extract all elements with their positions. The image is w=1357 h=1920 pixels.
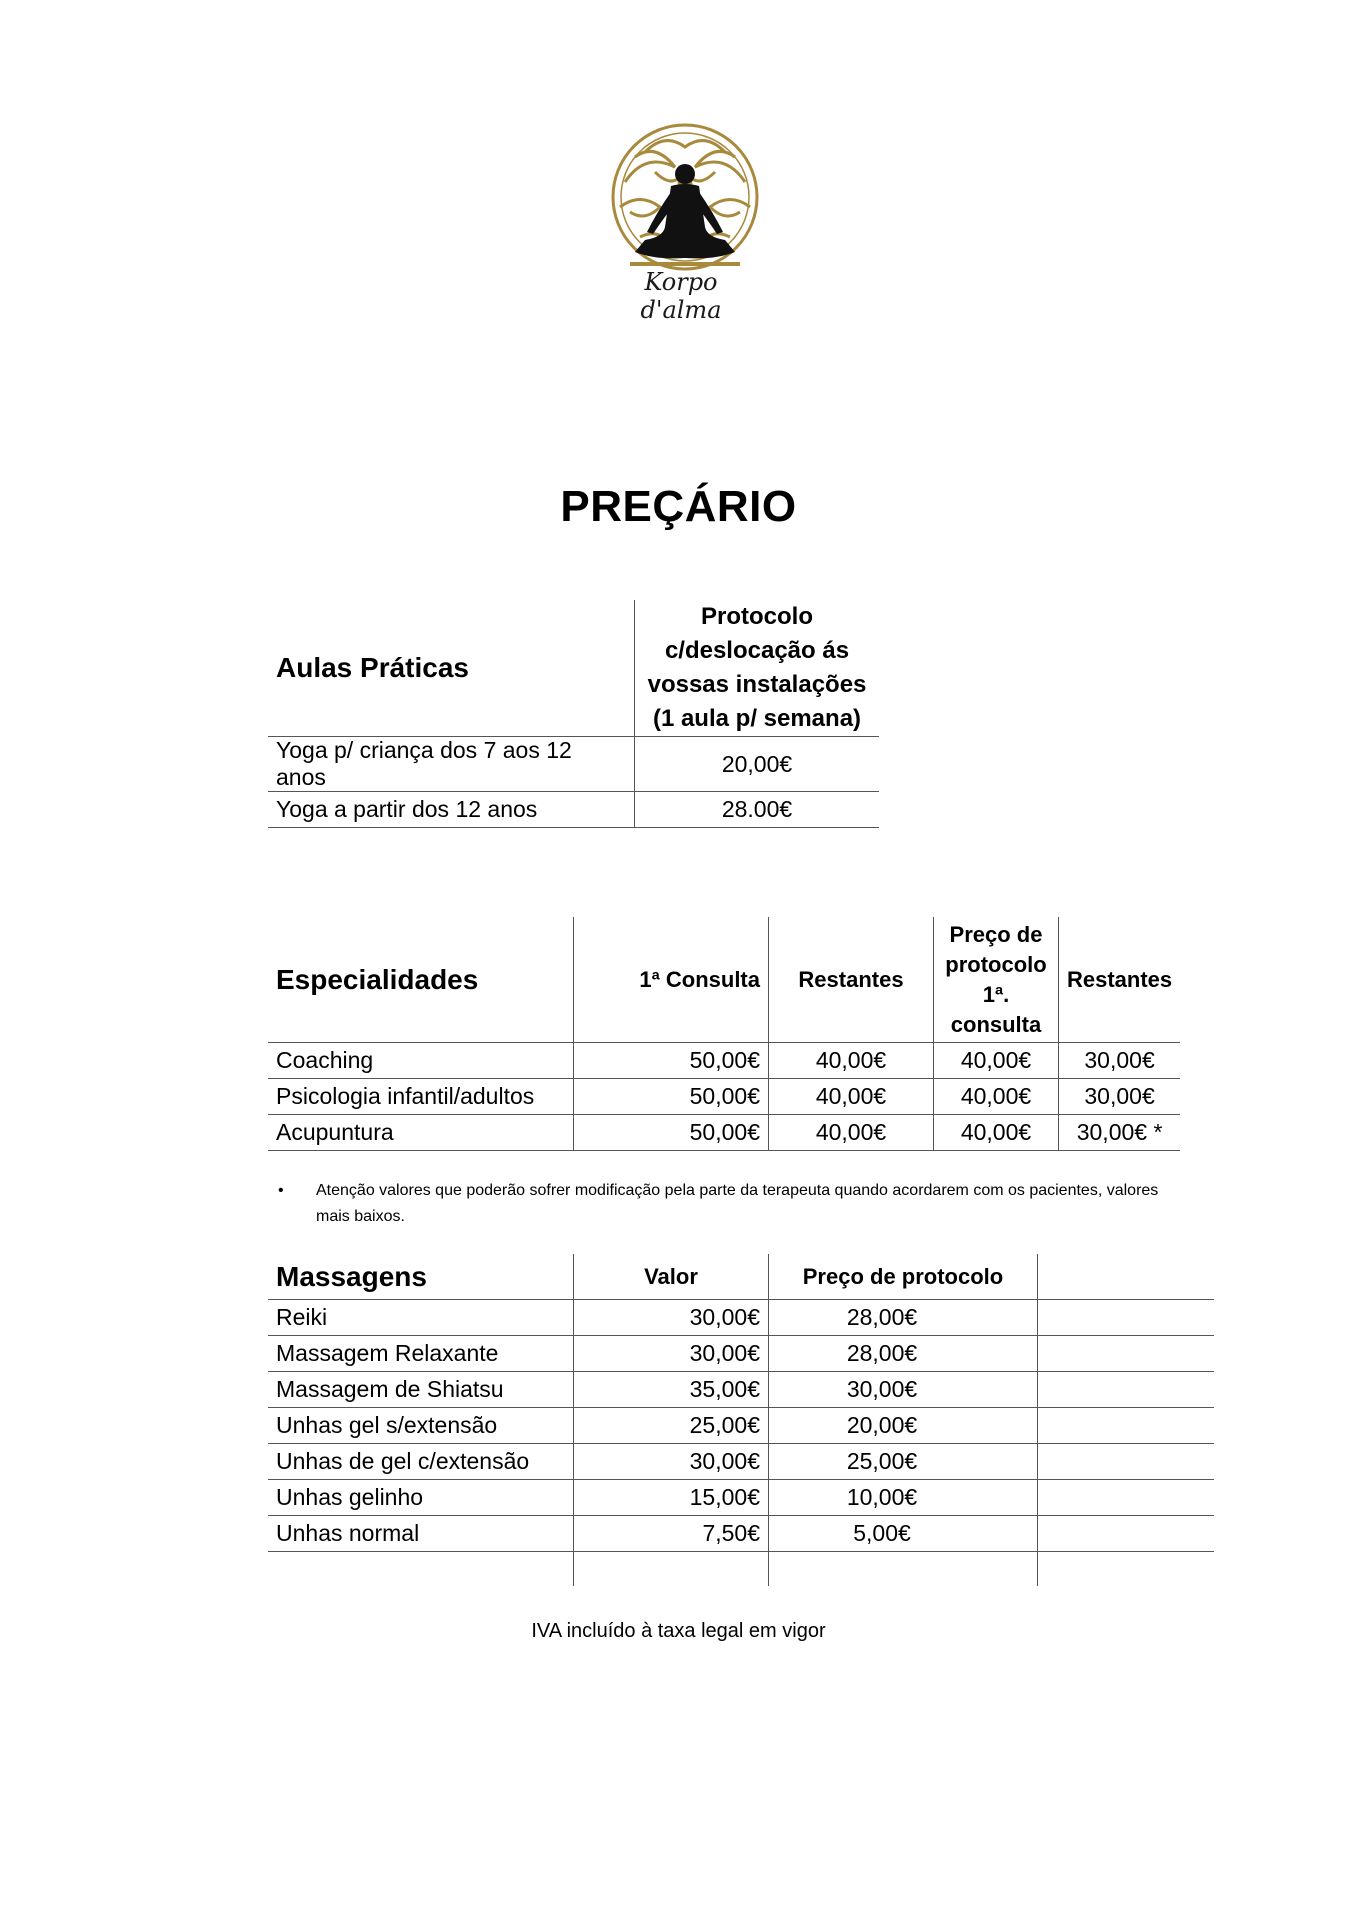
table-row: [268, 1444, 1214, 1480]
empty-cell: [1038, 1408, 1215, 1444]
aulas-col-header: [635, 600, 880, 737]
row-value: 30,00€: [574, 1300, 769, 1336]
col-header-protocol-first: [934, 917, 1059, 1043]
row-value: 25,00€: [574, 1408, 769, 1444]
table-row: [268, 737, 879, 792]
aulas-col-header-line: (1 aula p/ semana): [652, 705, 862, 732]
massagens-header-row: [268, 1254, 1214, 1300]
table-row: [268, 1372, 1214, 1408]
row-value: 35,00€: [574, 1372, 769, 1408]
especialidades-table: [268, 917, 1180, 1151]
row-proto: 30,00€: [769, 1372, 1038, 1408]
row-first: 50,00€: [574, 1043, 769, 1079]
row-label: Unhas de gel c/extensão: [268, 1444, 574, 1480]
aulas-col-header-line: Protocolo: [701, 603, 813, 630]
row-proto-first: 40,00€: [934, 1043, 1059, 1079]
empty-cell: [1038, 1552, 1215, 1587]
table-row: [268, 1043, 1180, 1079]
empty-row: [268, 1552, 1214, 1587]
table-row: [268, 1516, 1214, 1552]
especialidades-heading: Especialidades: [268, 917, 574, 1043]
row-label: Unhas gelinho: [268, 1480, 574, 1516]
table-row: [268, 1079, 1180, 1115]
row-value: 30,00€: [574, 1336, 769, 1372]
table-row: [268, 1300, 1214, 1336]
empty-cell: [268, 1552, 574, 1587]
row-label: Massagem Relaxante: [268, 1336, 574, 1372]
logo-wordmark: Korpo d'alma: [640, 268, 722, 324]
aulas-col-header-line: vossas instalações: [647, 671, 867, 698]
row-value: 7,50€: [574, 1516, 769, 1552]
row-proto: 10,00€: [769, 1480, 1038, 1516]
row-label: Yoga a partir dos 12 anos: [268, 792, 635, 828]
empty-cell: [574, 1552, 769, 1587]
row-proto-rest: 30,00€: [1059, 1043, 1181, 1079]
col-header-line: consulta: [950, 1011, 1042, 1037]
row-proto-rest: 30,00€: [1059, 1079, 1181, 1115]
empty-cell: [1038, 1444, 1215, 1480]
row-first: 50,00€: [574, 1115, 769, 1151]
table-row: [268, 1480, 1214, 1516]
row-label: Coaching: [268, 1043, 574, 1079]
col-header-protocol-rest: Restantes: [1059, 917, 1181, 1043]
col-header-line: 1ª.: [982, 981, 1010, 1007]
row-proto-first: 40,00€: [934, 1115, 1059, 1151]
row-label: Yoga p/ criança dos 7 aos 12 anos: [268, 737, 635, 792]
page-title: PREÇÁRIO: [560, 482, 797, 531]
aulas-table: [268, 600, 879, 828]
aulas-col-header-line: c/deslocação ás: [664, 637, 850, 664]
row-value: 30,00€: [574, 1444, 769, 1480]
massagens-table: [268, 1254, 1214, 1586]
vat-footer: IVA incluído à taxa legal em vigor: [531, 1620, 826, 1642]
note-text: Atenção valores que poderão sofrer modificação pela parte da terapeuta quando acordarem com os pacientes, valores mais baixos.: [316, 1182, 1159, 1225]
row-value: 15,00€: [574, 1480, 769, 1516]
row-rest: 40,00€: [769, 1043, 934, 1079]
empty-cell: [1038, 1300, 1215, 1336]
massagens-heading: Massagens: [268, 1254, 574, 1300]
col-header-line: protocolo: [945, 951, 1047, 977]
empty-cell: [1038, 1254, 1215, 1300]
bullet-icon: •: [278, 1182, 284, 1199]
row-label: Psicologia infantil/adultos: [268, 1079, 574, 1115]
row-proto: 25,00€: [769, 1444, 1038, 1480]
row-rest: 40,00€: [769, 1079, 934, 1115]
empty-cell: [1038, 1336, 1215, 1372]
especialidades-header-row: [268, 917, 1180, 1043]
row-label: Acupuntura: [268, 1115, 574, 1151]
empty-cell: [1038, 1372, 1215, 1408]
col-header-value: Valor: [574, 1254, 769, 1300]
row-price: 20,00€: [635, 737, 880, 792]
row-proto: 20,00€: [769, 1408, 1038, 1444]
empty-cell: [1038, 1516, 1215, 1552]
empty-cell: [1038, 1480, 1215, 1516]
row-proto: 28,00€: [769, 1336, 1038, 1372]
row-label: Reiki: [268, 1300, 574, 1336]
row-proto-rest: 30,00€ *: [1059, 1115, 1181, 1151]
table-row: [268, 1408, 1214, 1444]
row-price: 28.00€: [635, 792, 880, 828]
aulas-heading: Aulas Práticas: [268, 600, 635, 737]
row-rest: 40,00€: [769, 1115, 934, 1151]
row-label: Unhas gel s/extensão: [268, 1408, 574, 1444]
col-header-protocol-price: Preço de protocolo: [769, 1254, 1038, 1300]
col-header-rest: Restantes: [769, 917, 934, 1043]
table-row: [268, 792, 879, 828]
row-proto: 5,00€: [769, 1516, 1038, 1552]
empty-cell: [769, 1552, 1038, 1587]
aulas-header-row: [268, 600, 879, 737]
table-row: [268, 1115, 1180, 1151]
row-first: 50,00€: [574, 1079, 769, 1115]
col-header-line: Preço de: [949, 921, 1043, 947]
row-proto: 28,00€: [769, 1300, 1038, 1336]
table-row: [268, 1336, 1214, 1372]
row-label: Unhas normal: [268, 1516, 574, 1552]
row-proto-first: 40,00€: [934, 1079, 1059, 1115]
col-header-first-consult: 1ª Consulta: [574, 917, 769, 1043]
row-label: Massagem de Shiatsu: [268, 1372, 574, 1408]
